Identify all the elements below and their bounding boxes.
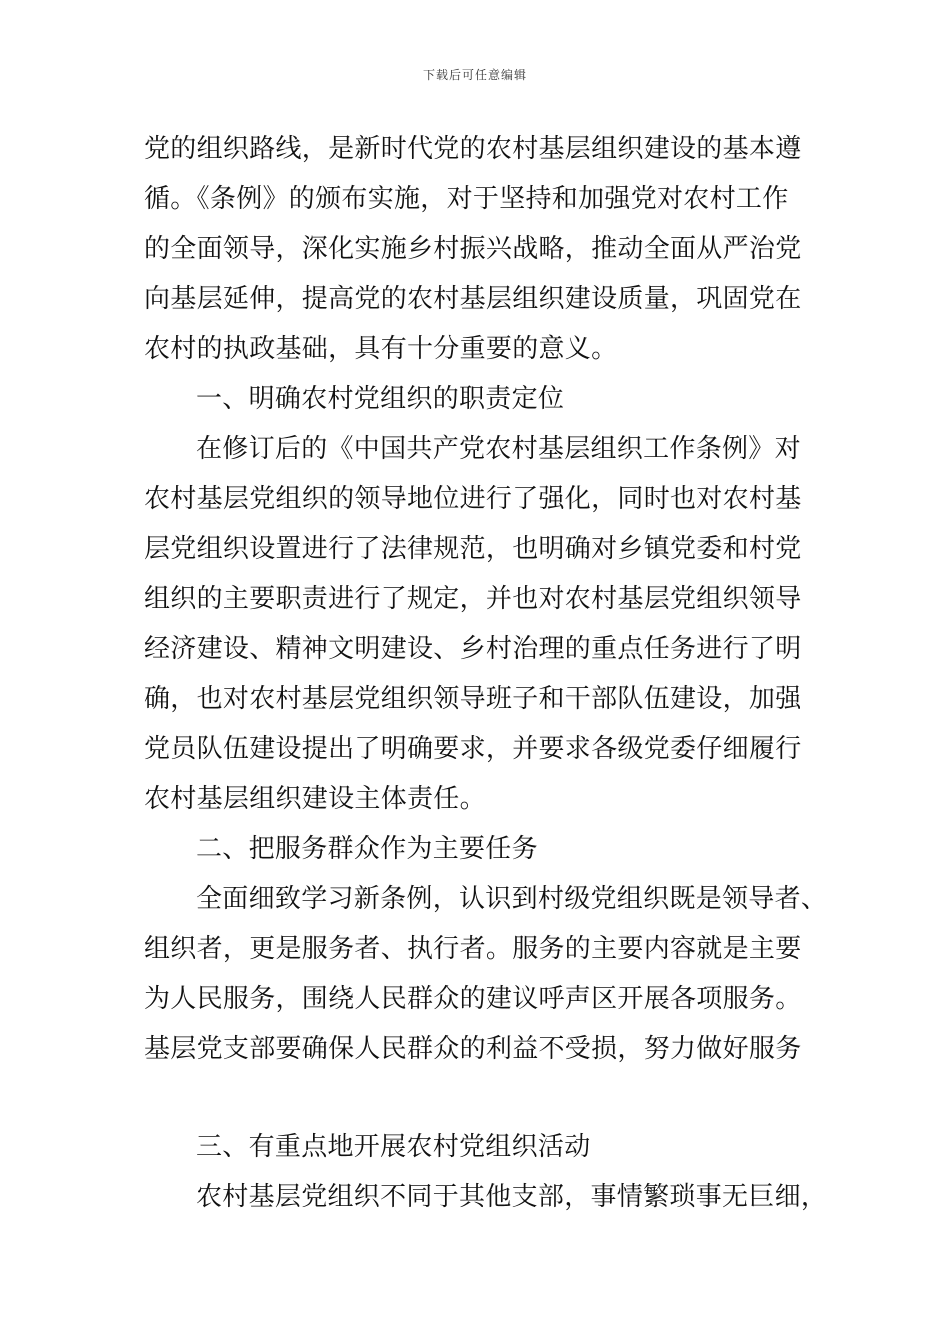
- body-line: 经济建设、精神文明建设、乡村治理的重点任务进行了明: [144, 634, 802, 664]
- document-body: [144, 124, 834, 1222]
- body-line: 农村基层党组织的领导地位进行了强化，同时也对农村基: [144, 484, 802, 514]
- body-line: 农村基层组织建设主体责任。: [144, 784, 486, 814]
- body-line: 农村基层党组织不同于其他支部，事情繁琐事无巨细，: [196, 1182, 828, 1212]
- section-heading-2: 二、把服务群众作为主要任务: [196, 834, 538, 864]
- section-heading-3: 三、有重点地开展农村党组织活动: [196, 1132, 591, 1162]
- body-line: 确，也对农村基层党组织领导班子和干部队伍建设，加强: [144, 684, 802, 714]
- body-line: 向基层延伸，提高党的农村基层组织建设质量，巩固党在: [144, 284, 802, 314]
- body-line: 在修订后的《中国共产党农村基层组织工作条例》对: [196, 434, 801, 464]
- body-line: 党员队伍建设提出了明确要求，并要求各级党委仔细履行: [144, 734, 802, 764]
- page-header-note: 下载后可任意编辑: [422, 68, 527, 82]
- paragraph-gap: [144, 1074, 834, 1122]
- body-line: 全面细致学习新条例，认识到村级党组织既是领导者、: [196, 884, 828, 914]
- section-heading-1: 一、明确农村党组织的职责定位: [196, 384, 565, 414]
- body-line: 基层党支部要确保人民群众的利益不受损，努力做好服务: [144, 1034, 802, 1064]
- body-line: 组织者，更是服务者、执行者。服务的主要内容就是主要: [144, 934, 802, 964]
- body-line: 农村的执政基础，具有十分重要的意义。: [144, 334, 618, 364]
- body-line: 党的组织路线，是新时代党的农村基层组织建设的基本遵: [144, 134, 802, 164]
- body-line: 的全面领导，深化实施乡村振兴战略，推动全面从严治党: [144, 234, 802, 264]
- body-line: 组织的主要职责进行了规定，并也对农村基层党组织领导: [144, 584, 802, 614]
- body-line: 层党组织设置进行了法律规范，也明确对乡镇党委和村党: [144, 534, 802, 564]
- body-line: 循。《条例》的颁布实施，对于坚持和加强党对农村工作: [144, 184, 789, 214]
- body-line: 为人民服务，围绕人民群众的建议呼声区开展各项服务。: [144, 984, 802, 1014]
